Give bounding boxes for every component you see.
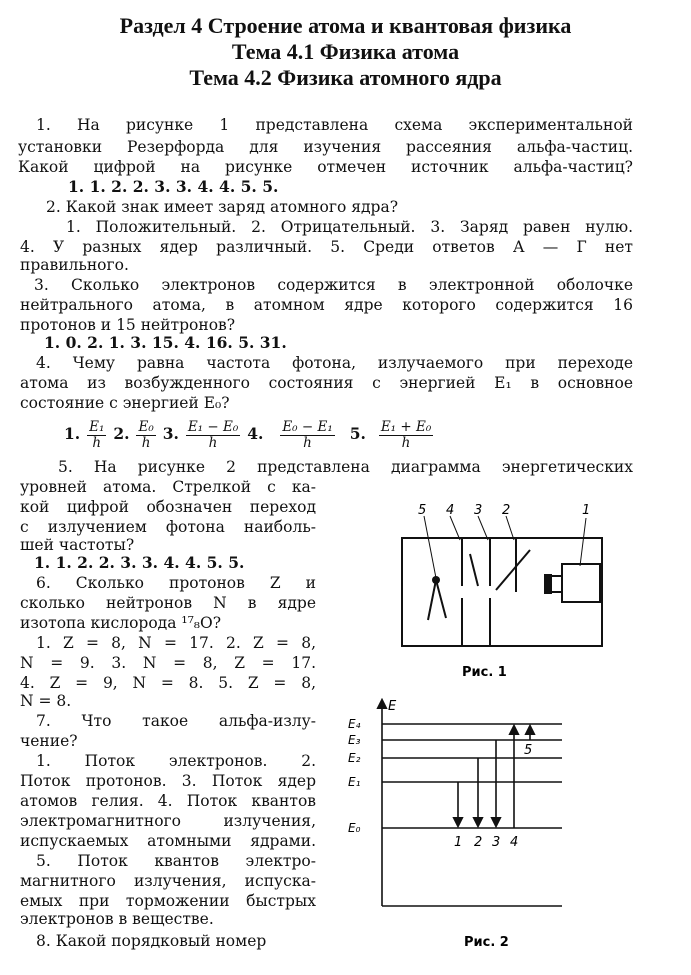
fig1-caption: Рис. 1 <box>462 665 507 680</box>
q3-line-3: протонов и 15 нейтронов? <box>20 316 236 334</box>
q4-opt4-num: E₀ − E₁ <box>282 418 333 435</box>
q3-line-1: 3. Сколько электронов содержится в электронной оболочке <box>34 276 633 294</box>
q7-line-7: испускаемых атомными ядрами. <box>20 832 316 850</box>
q4-opt1-num: E₁ <box>89 418 105 435</box>
q4-line-1: 4. Чему равна частота фотона, излучаемого при переходе <box>36 354 633 372</box>
level-label-e3: E₃ <box>348 733 361 747</box>
topic-title-1: Тема 4.1 Физика атома <box>231 39 460 64</box>
arrow-label-3: 3 <box>492 835 501 850</box>
figure-1-diagram <box>390 500 650 700</box>
q2-line-1: 2. Какой знак имеет заряд атомного ядра? <box>46 198 399 216</box>
q4-opt3-num: E₁ − E₀ <box>187 418 239 435</box>
q1-line-1: 1. На рисунке 1 представлена схема экспериментальной <box>36 116 633 134</box>
q7-line-1: 7. Что такое альфа-излу- <box>36 712 316 730</box>
q7-line-3: 1. Поток электронов. 2. <box>36 752 316 770</box>
source-ray-1 <box>428 580 436 620</box>
level-label-e1: E₁ <box>348 775 361 789</box>
q7-line-6: электромагнитного излучения, <box>20 812 316 830</box>
q4-opt5-fraction <box>379 420 433 451</box>
leader-4 <box>450 516 460 540</box>
q4-opt3-fraction <box>186 420 240 451</box>
q7-line-5: атомов гелия. 4. Поток квантов <box>20 792 316 810</box>
axis-label-e: E <box>388 699 397 714</box>
q6-line-1: 6. Сколько протонов Z и <box>36 574 316 592</box>
q2-line-2: 1. Положительный. 2. Отрицательный. 3. Заряд равен нулю. <box>66 218 633 236</box>
fig1-label-3: 3 <box>474 503 483 518</box>
q4-opt3-den: h <box>208 434 218 451</box>
fig1-label-2: 2 <box>502 503 511 518</box>
q5-line-1: 5. На рисунке 2 представлена диаграмма энергетических <box>58 458 633 476</box>
q4-opt2-num: E₀ <box>138 418 154 435</box>
q4-opt5-den: h <box>401 434 411 451</box>
q1-line-2: установки Резерфорда для изучения рассеяния альфа-частиц. <box>18 138 633 156</box>
fig1-label-5: 5 <box>418 503 427 518</box>
q6-line-4: 1. Z = 8, N = 17. 2. Z = 8, <box>36 634 316 652</box>
leader-1 <box>580 518 586 566</box>
q3-line-2: нейтрального атома, в атомном ядре которого содержится 16 <box>20 296 633 314</box>
fig1-label-4: 4 <box>446 503 455 518</box>
q6-line-7: N = 8. <box>20 692 72 710</box>
rod <box>496 550 530 590</box>
q7-line-4: Поток протонов. 3. Поток ядер <box>20 772 316 790</box>
fig1-label-1: 1 <box>582 503 591 518</box>
q1-answers: 1. 1. 2. 2. 3. 3. 4. 4. 5. 5. <box>68 177 279 196</box>
section-title: Раздел 4 Строение атома и квантовая физика <box>119 13 572 38</box>
leader-5 <box>424 516 436 578</box>
q3-answers: 1. 0. 2. 1. 3. 15. 4. 16. 5. 31. <box>44 333 287 352</box>
q6-line-5: N = 9. 3. N = 8, Z = 17. <box>20 654 316 672</box>
q8-line-1: 8. Какой порядковый номер <box>36 932 267 950</box>
q5-line-3: кой цифрой обозначен переход <box>20 498 316 516</box>
arrow-label-5: 5 <box>524 743 533 758</box>
q4-opt3-label: 3. <box>162 424 179 443</box>
q2-line-4: правильного. <box>20 256 129 274</box>
q7-line-11: электронов в веществе. <box>20 910 214 928</box>
q7-line-10: емых при торможении быстрых <box>20 892 316 910</box>
leader-2 <box>506 516 514 540</box>
q4-line-2: атома из возбужденного состояния с энергией E₁ в основное <box>20 374 633 392</box>
q5-answers: 1. 1. 2. 2. 3. 3. 4. 4. 5. 5. <box>34 553 245 572</box>
q6-line-2: сколько нейтронов N в ядре <box>20 594 316 612</box>
alpha-source <box>432 576 440 584</box>
q4-line-3: состояние с энергией E₀? <box>20 394 230 412</box>
q1-line-3: Какой цифрой на рисунке отмечен источник альфа-частиц? <box>18 158 633 176</box>
foil-tilt <box>470 554 478 586</box>
arrow-label-2: 2 <box>474 835 483 850</box>
microscope-body <box>562 564 600 602</box>
q4-opt5-num: E₁ + E₀ <box>380 418 432 435</box>
leader-3 <box>478 516 488 540</box>
q4-opt4-den: h <box>303 434 312 451</box>
q6-line-3: изотопа кислорода ¹⁷₈O? <box>20 614 222 632</box>
level-label-e2: E₂ <box>348 751 361 765</box>
topic-title-2: Тема 4.2 Физика атомного ядра <box>189 65 502 90</box>
q2-line-3: 4. У разных ядер различный. 5. Среди ответов А — Г нет <box>20 238 633 256</box>
q7-line-8: 5. Поток квантов электро- <box>36 852 316 870</box>
q4-options <box>64 416 435 452</box>
q4-opt5-label: 5. <box>349 424 366 443</box>
level-label-e4: E₄ <box>348 717 361 731</box>
q4-opt4-fraction <box>280 420 334 451</box>
q5-line-4: с излучением фотона наиболь- <box>20 518 316 536</box>
level-label-e0: E₀ <box>348 821 361 835</box>
eyepiece-knurl <box>544 574 552 594</box>
q4-opt1-fraction <box>87 420 106 451</box>
figure-2-diagram <box>340 690 590 960</box>
chamber-outline <box>402 538 602 646</box>
q4-opt2-label: 2. <box>113 424 130 443</box>
q5-line-2: уровней атома. Стрелкой с ка- <box>20 478 316 496</box>
q4-opt4-label: 4. <box>247 424 264 443</box>
q4-opt1-den: h <box>92 434 102 451</box>
arrow-label-4: 4 <box>510 835 519 850</box>
q4-opt2-fraction <box>136 420 155 451</box>
fig2-caption: Рис. 2 <box>464 935 509 950</box>
q4-opt2-den: h <box>141 434 151 451</box>
source-ray-2 <box>436 580 446 618</box>
q5-line-5: шей частоты? <box>20 536 135 554</box>
arrow-label-1: 1 <box>454 835 463 850</box>
q4-opt1-label: 1. <box>64 424 81 443</box>
q7-line-9: магнитного излучения, испуска- <box>20 872 316 890</box>
q7-line-2: чение? <box>20 732 78 750</box>
q6-line-6: 4. Z = 9, N = 8. 5. Z = 8, <box>20 674 316 692</box>
